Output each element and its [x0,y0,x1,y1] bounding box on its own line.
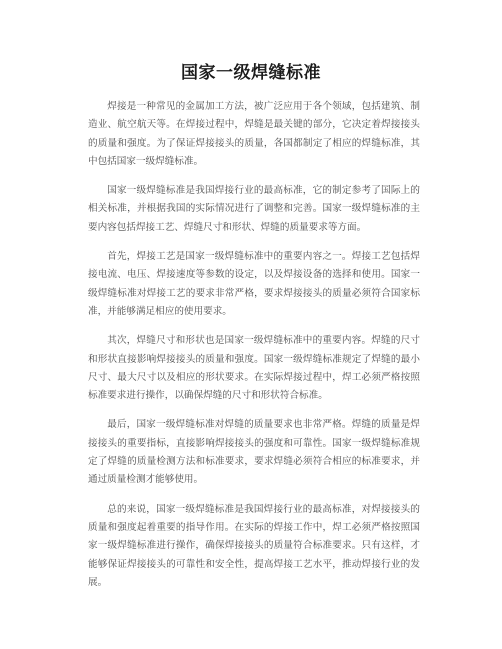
paragraph-4: 其次，焊缝尺寸和形状也是国家一级焊缝标准中的重要内容。焊缝的尺寸和形状直接影响焊接接头的质量和强度。国家一级焊缝标准规定了焊缝的最小尺寸、最大尺寸以及相应的形状要求。在实际焊接过程中，焊工必须严格按照标准要求进行操作，以确保焊缝的尺寸和形状符合标准。 [88,335,420,402]
document-title: 国家一级焊缝标准 [181,63,321,83]
paragraph-2: 国家一级焊缝标准是我国焊接行业的最高标准，它的制定参考了国际上的相关标准，并根据我国的实际情况进行了调整和完善。国家一级焊缝标准的主要内容包括焊接工艺、焊缝尺寸和形状、焊缝的质量要求等方面。 [88,185,420,233]
paragraph-3: 首先，焊接工艺是国家一级焊缝标准中的重要内容之一。焊接工艺包括焊接电流、电压、焊接速度等参数的设定，以及焊接设备的选择和使用。国家一级焊缝标准对焊接工艺的要求非常严格，要求焊接接头的质量必须符合国家标准，并能够满足相应的使用要求。 [88,251,420,317]
paragraph-1: 焊接是一种常见的金属加工方法，被广泛应用于各个领域，包括建筑、制造业、航空航天等。在焊接过程中，焊缝是最关键的部分，它决定着焊接接头的质量和强度。为了保证焊接接头的质量，各国都制定了相应的焊缝标准，其中包括国家一级焊缝标准。 [88,101,420,167]
paragraph-6: 总的来说，国家一级焊缝标准是我国焊接行业的最高标准，对焊接接头的质量和强度起着重要的指导作用。在实际的焊接工作中，焊工必须严格按照国家一级焊缝标准进行操作，确保焊接接头的质量符合标准要求。只有这样，才能够保证焊接接头的可靠性和安全性，提高焊接工艺水平，推动焊接行业的发展。 [88,503,420,588]
paragraph-5: 最后，国家一级焊缝标准对焊缝的质量要求也非常严格。焊缝的质量是焊接接头的重要指标，直接影响焊接接头的强度和可靠性。国家一级焊缝标准规定了焊缝的质量检测方法和标准要求，要求焊缝必须符合相应的标准要求，并通过质量检测才能够使用。 [88,419,420,486]
document-body [88,98,420,603]
